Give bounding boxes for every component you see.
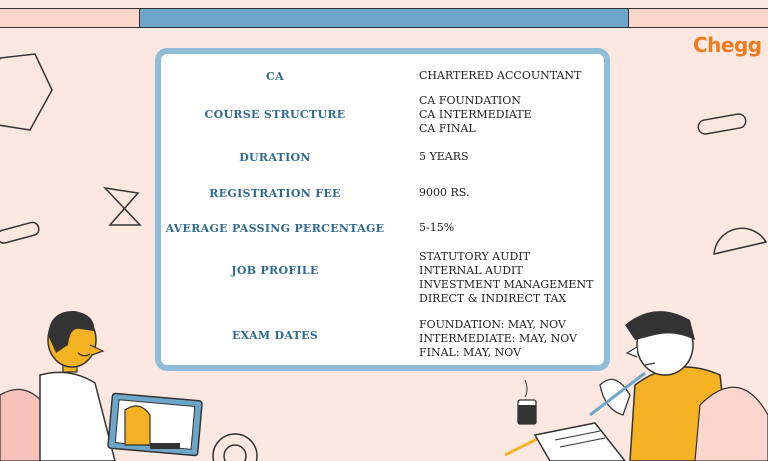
capsule-decoration [695,110,750,140]
ca-info-table [155,48,610,371]
row-label: AVERAGE PASSING PERCENTAGE [165,222,385,235]
value-line: 9000 RS. [419,186,470,199]
row-label: JOB PROFILE [231,264,319,277]
row-label: REGISTRATION FEE [209,187,341,200]
row-label: DURATION [239,151,311,164]
chegg-logo: Chegg [693,33,762,57]
table-row [161,318,604,360]
hourglass-decoration [100,185,145,230]
value-line: 5-15% [419,221,455,234]
table-row [161,150,604,164]
row-label: EXAM DATES [231,329,319,342]
hexagon-decoration [0,50,60,140]
value-line: INVESTMENT MANAGEMENT [419,278,594,291]
row-value [419,94,604,136]
value-line: INTERMEDIATE: MAY, NOV [419,332,577,345]
row-value [419,69,604,83]
table-row [161,94,604,136]
value-line: CA INTERMEDIATE [419,108,532,121]
table-row [161,69,604,83]
table-row [161,250,604,306]
row-value [419,318,604,360]
row-label: COURSE STRUCTURE [204,108,346,121]
value-line: INTERNAL AUDIT [419,264,523,277]
value-line: 5 YEARS [419,150,469,163]
value-line: CHARTERED ACCOUNTANT [419,69,582,82]
capsule-left-decoration [0,218,45,246]
value-line: DIRECT & INDIRECT TAX [419,292,567,305]
row-value [419,221,604,235]
value-line: FOUNDATION: MAY, NOV [419,318,566,331]
semicircle-decoration [710,222,768,262]
top-banner [0,8,768,28]
value-line: CA FOUNDATION [419,94,521,107]
row-value [419,250,604,306]
row-value [419,186,604,200]
table-row [161,221,604,235]
value-line: FINAL: MAY, NOV [419,346,522,359]
top-banner-center [139,9,629,27]
row-label: CA [266,70,284,83]
value-line: STATUTORY AUDIT [419,250,530,263]
row-value [419,150,604,164]
value-line: CA FINAL [419,122,476,135]
table-row [161,186,604,200]
